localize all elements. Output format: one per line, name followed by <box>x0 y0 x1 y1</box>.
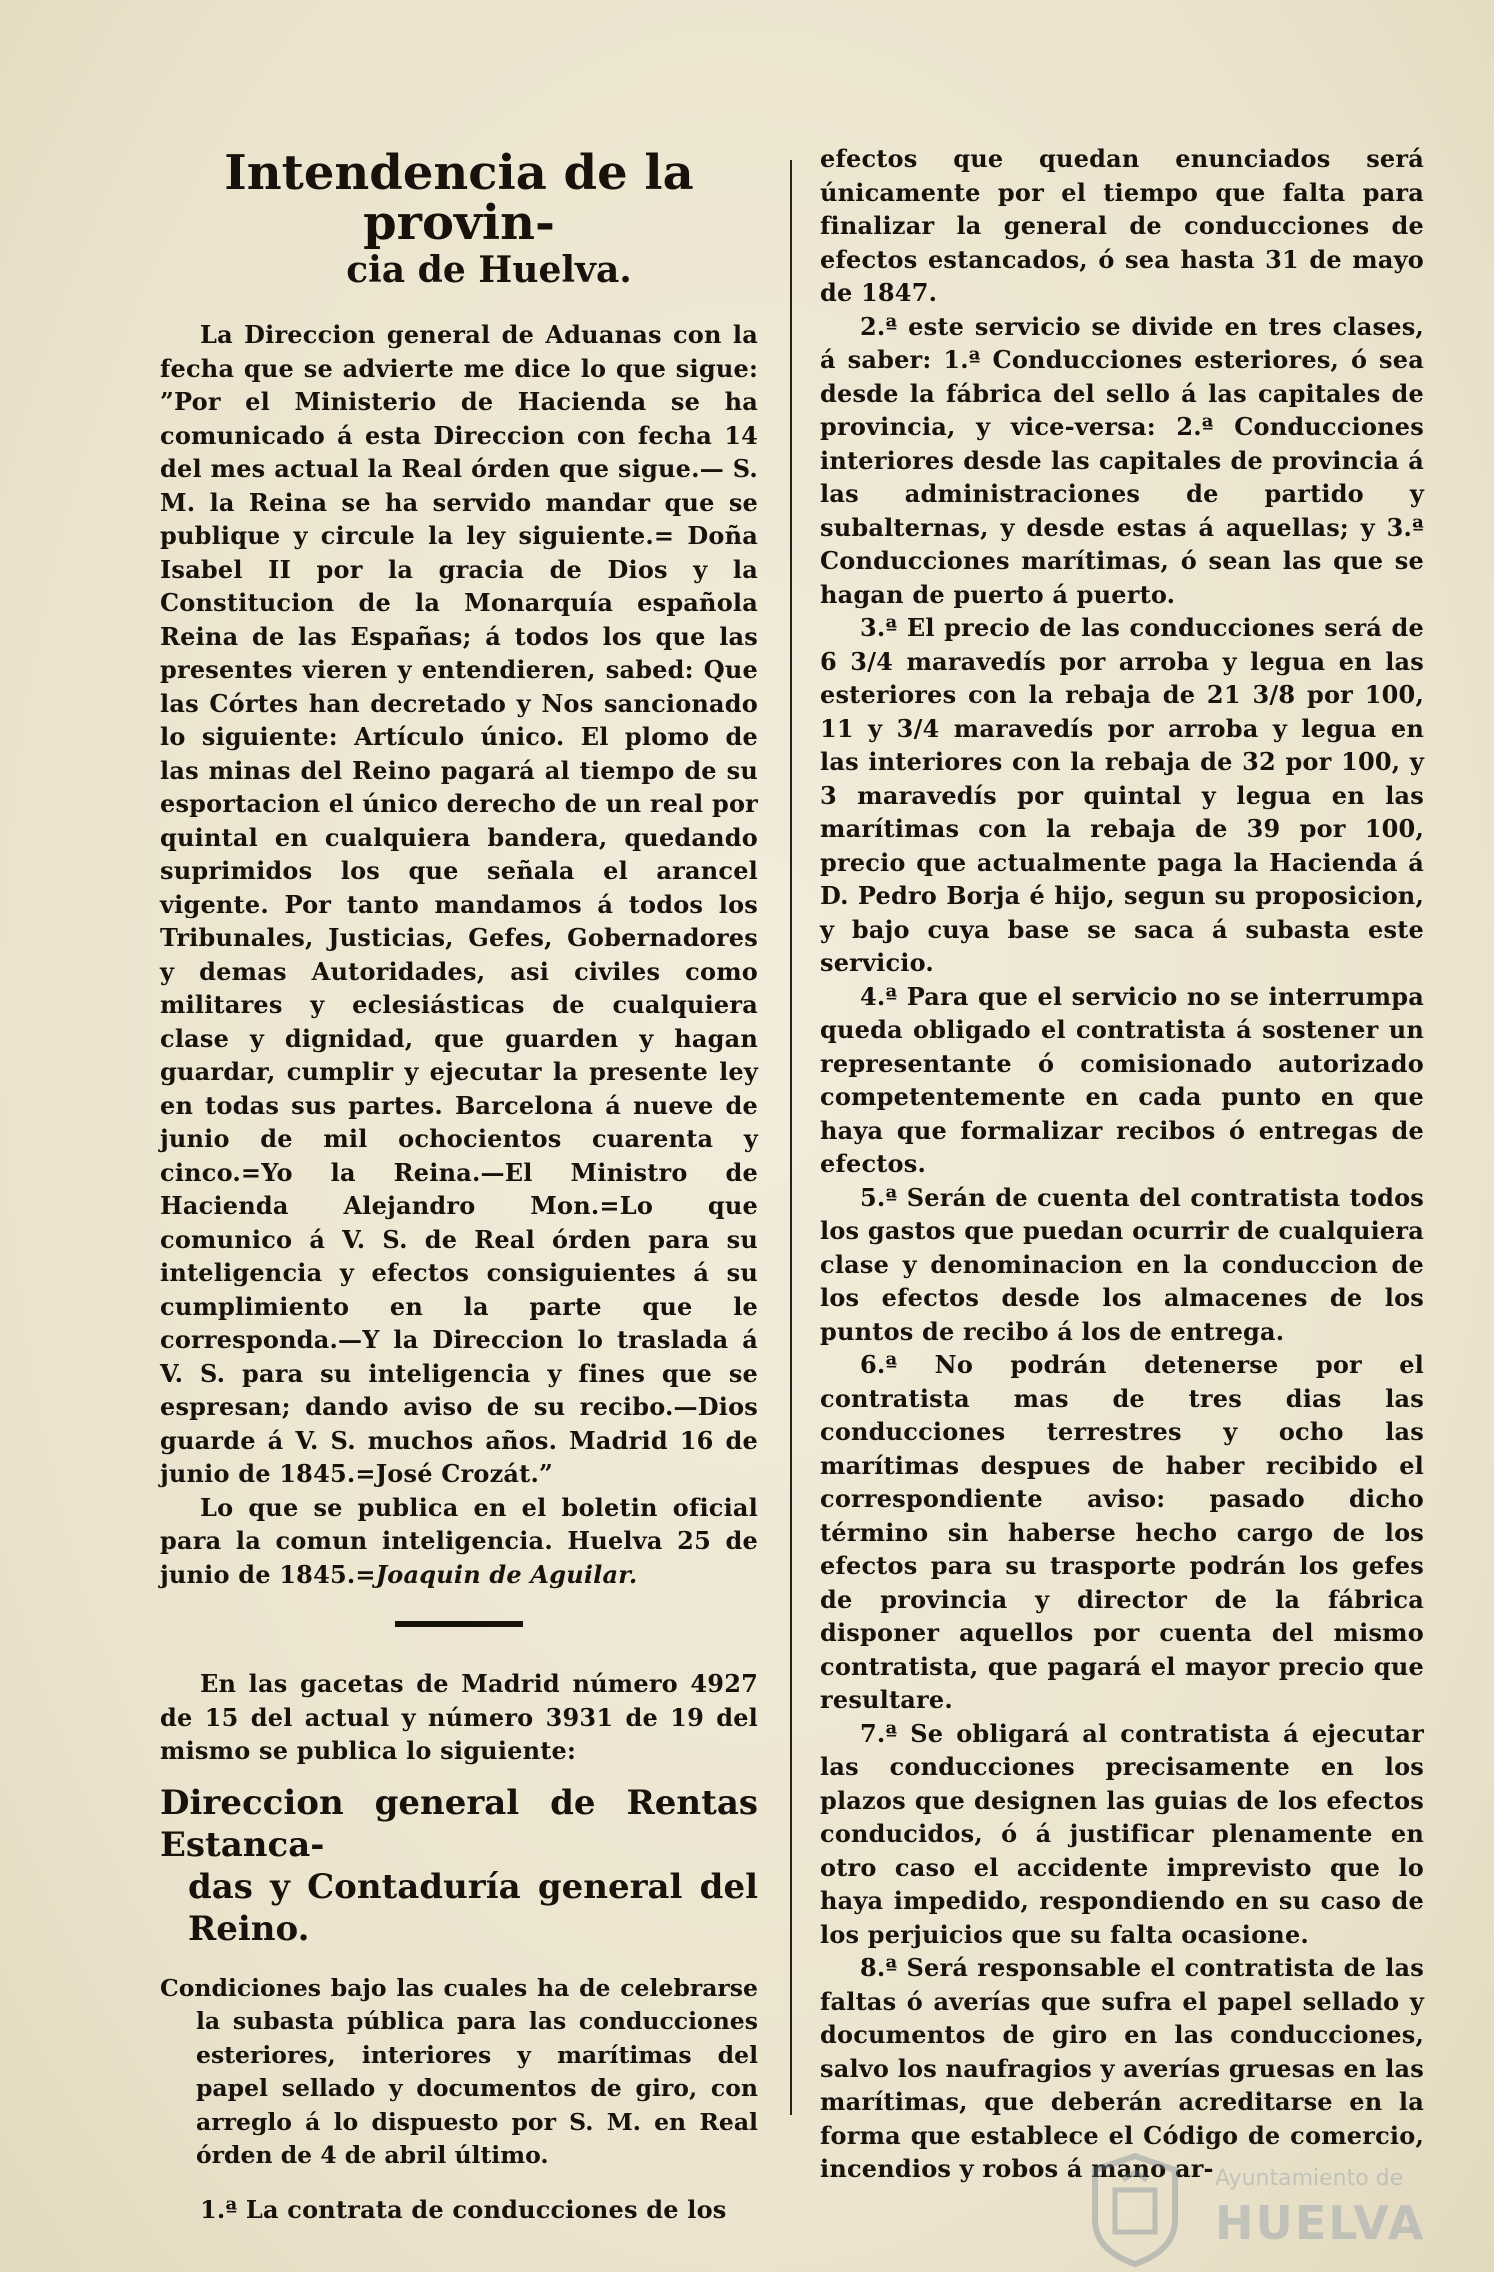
signature: Joaquin de Aguilar. <box>375 1559 638 1589</box>
article-8: 8.ª Será responsable el contratista de las faltas ó averías que sufra el papel sellado y documentos de giro en las conducciones, salvo los naufragios y averías gruesas en las marítimas, que deberán acreditarse en la forma que establece el Código de comercio, incendios y robos á mano ar- <box>820 1953 1424 2183</box>
watermark-line-1: Ayuntamiento de <box>1215 2166 1404 2191</box>
article-7: 7.ª Se obligará al contratista á ejecutar las conducciones precisamente en los plazos que designen las guias de los efectos conducidos, ó á justificar plenamente en otro caso el accidente imprevisto que lo haya impedido, respondiendo en su caso de los perjuicios que su falta ocasione. <box>820 1718 1424 1949</box>
page-title <box>160 145 758 292</box>
city-crest-icon <box>1085 2150 1185 2268</box>
gazette-paragraph: En las gacetas de Madrid número 4927 de 15 del actual y número 3931 de 19 del mismo se publica lo siguiente: <box>160 1669 758 1765</box>
right-column <box>820 142 1424 2186</box>
watermark <box>1085 2150 1426 2270</box>
royal-order-paragraph: La Direccion general de Aduanas con la fecha que se advierte me dice lo que sigue: ”Por el Ministerio de Hacienda se ha comunicado á esta Direccion con fecha 14 del mes actual la Real órden que sigue.— S. M. la Reina se ha servido mandar que se publique y circule la ley siguiente.= Doña Isabel II por la gracia de Dios y la Constitucion de la Monarquía española Reina de las Españas; á todos los que las presentes vieren y entendieren, sabed: Que las Córtes han decretado y Nos sancionado lo siguiente: Artículo único. El plomo de las minas del Reino pagará al tiempo de su esportacion el único derecho de un real por quintal en cualquiera bandera, quedando suprimidos los que señala el arancel vigente. Por tanto mandamos á todos los Tribunales, Justicias, Gefes, Gobernadores y demas Autoridades, asi civiles como militares y eclesiásticas de cualquiera clase y dignidad, que guarden y hagan guardar, cumplir y ejecutar la presente ley en todas sus partes. Barcelona á nueve de junio de mil ochocientos cuarenta y cinco.=Yo la Reina.—El Ministro de Hacienda Alejandro Mon.=Lo que comunico á V. S. de Real órden para su inteligencia y efectos consiguientes á su cumplimiento en la parte que le corresponda.—Y la Direccion lo traslada á V. S. para su inteligencia y fines que se espresan; dando aviso de su recibo.—Dios guarde á V. S. muchos años. Madrid 16 de junio de 1845.=José Crozát.” <box>160 320 758 1488</box>
article-1-start: 1.ª La contrata de conducciones de los <box>200 2194 727 2224</box>
publication-note-text: Lo que se publica en el boletin oficial para la comun inteligencia. Huelva 25 de junio de 1845.= <box>160 1492 758 1589</box>
title-line-1: Intendencia de la provin- <box>224 145 694 251</box>
article-4: 4.ª Para que el servicio no se interrumpa queda obligado el contratista á sostener un representante ó comisionado autorizado competentemente en cada punto en que haya que formalizar recibos ó entregas de efectos. <box>820 981 1424 1178</box>
conditions-paragraph: Condiciones bajo las cuales ha de celebrarse la subasta pública para las conducciones esteriores, interiores y marítimas del papel sellado y documentos de giro, con arreglo á lo dispuesto por S. M. en Real órden de 4 de abril último. <box>160 1973 758 2169</box>
section-heading <box>160 1782 758 1950</box>
title-line-2: cia de Huelva. <box>346 249 632 291</box>
section-heading-line-1: Direccion general de Rentas Estanca- <box>160 1782 758 1865</box>
publication-note-paragraph <box>160 1491 758 1592</box>
article-2: 2.ª este servicio se divide en tres clases, á saber: 1.ª Conducciones esteriores, ó sea desde la fábrica del sello á las capitales de provincia, y vice-versa: 2.ª Conducciones interiores desde las capitales de provincia á las administraciones de partido y subalternas, y desde estas á aquellas; y 3.ª Conducciones marítimas, ó sean las que se hagan de puerto á puerto. <box>820 311 1424 609</box>
section-divider <box>395 1621 523 1627</box>
article-6: 6.ª No podrán detenerse por el contratista mas de tres dias las conducciones terrestres y ocho las marítimas despues de haber recibido el correspondiente aviso: pasado dicho término sin haberse hecho cargo de los efectos para su trasporte podrán los gefes de provincia y director de la fábrica disponer aquellos por cuenta del mismo contratista, que pagará el mayor precio que resultare. <box>820 1350 1424 1714</box>
article-1-continuation: efectos que quedan enunciados será únicamente por el tiempo que falta para finalizar la general de conducciones de efectos estancados, ó sea hasta 31 de mayo de 1847. <box>820 144 1424 307</box>
article-5: 5.ª Serán de cuenta del contratista todos los gastos que puedan ocurrir de cualquiera clase y denominacion en la conduccion de los efectos desde los almacenes de los puntos de recibo á los de entrega. <box>820 1182 1424 1346</box>
left-column <box>160 142 758 2226</box>
column-rule <box>790 160 792 2115</box>
section-heading-line-2: das y Contaduría general del Reino. <box>188 1866 758 1949</box>
watermark-line-2: HUELVA <box>1215 2196 1426 2250</box>
article-3: 3.ª El precio de las conducciones será de 6 3/4 maravedís por arroba y legua en las esteriores con la rebaja de 21 3/8 por 100, 11 y 3/4 maravedís por arroba y legua en las interiores con la rebaja de 32 por 100, y 3 maravedís por quintal y legua en las marítimas con la rebaja de 39 por 100, precio que actualmente paga la Hacienda á D. Pedro Borja é hijo, segun su proposicion, y bajo cuya base se saca á subasta este servicio. <box>820 613 1424 977</box>
